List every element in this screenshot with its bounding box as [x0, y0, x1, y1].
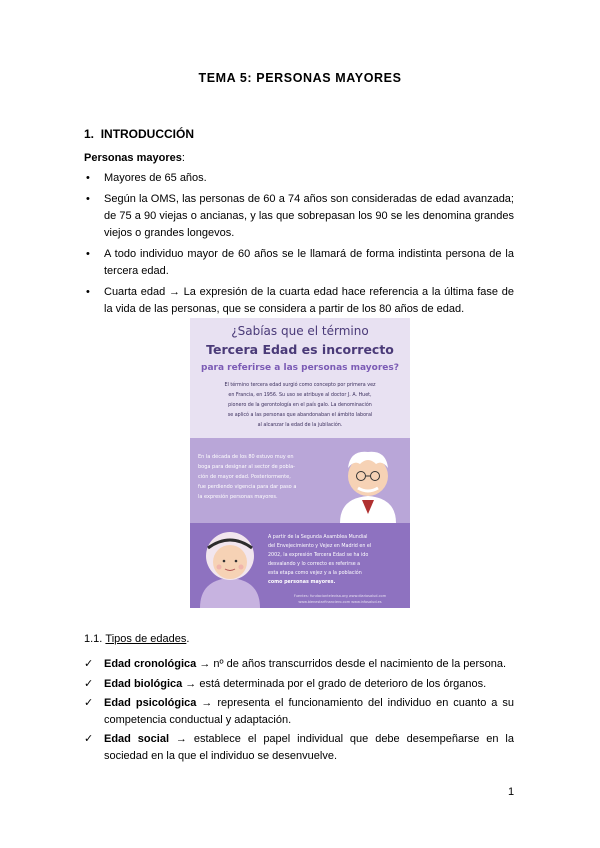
infographic-text-line: El término tercera edad surgió como concepto por primera vez — [224, 383, 376, 388]
subsection-number: 1.1. — [84, 633, 103, 645]
infographic-text-line: desvalando y lo correcto es referirse a — [268, 562, 361, 567]
list-item — [84, 695, 514, 728]
subheading-colon: : — [181, 152, 185, 164]
subsection-heading — [84, 633, 189, 645]
page-title: TEMA 5: PERSONAS MAYORES — [198, 71, 402, 85]
check-mark-icon: ✓ — [84, 677, 94, 690]
infographic-text-line: fue perdiendo vigencia para dar paso a — [198, 484, 297, 490]
item-term: Edad cronológica — [104, 658, 197, 670]
item-text: → representa el funcionamiento del individuo en cuanto a su competencia conductual y adaptación. — [104, 697, 514, 726]
infographic-text-line: al alcanzar la edad de la jubilación. — [257, 423, 343, 428]
infographic-image — [190, 318, 410, 608]
infographic-text-line: boga para designar al sector de pobla- — [198, 464, 295, 470]
item-term: Edad psicológica — [104, 697, 197, 709]
infographic-text-line: en Francia, en 1956. Su uso se atribuye al doctor J. A. Huet, — [228, 393, 372, 398]
check-mark-icon: ✓ — [84, 658, 94, 670]
infographic-text-line: En la década de los 80 estuvo muy en — [198, 454, 294, 460]
section-heading — [84, 127, 194, 141]
list-item: • Cuarta edad → La expresión de la cuarta edad hace referencia a la última fase de la vida de las personas, que se considera a partir de los 80 años de edad. — [84, 284, 514, 318]
section-number: 1. — [84, 127, 95, 141]
item-term: Edad biológica — [104, 677, 183, 690]
subheading-text: Personas mayores — [84, 152, 182, 164]
infographic-text-line: ción de mayor edad. Posteriormente, — [198, 474, 291, 480]
infographic-line1: ¿Sabías que el término — [231, 324, 369, 338]
check-mark-icon: ✓ — [84, 733, 94, 745]
item-text: → está determinada por el grado de deterioro de los órganos. — [182, 677, 487, 690]
infographic-line2: Tercera Edad es incorrecto — [206, 342, 394, 357]
infographic-text-line: del Envejecimiento y Vejez en Madrid en el — [268, 544, 372, 549]
infographic-text-line: pionero de la gerontología en el país galo. La denominación — [228, 403, 372, 408]
list-item: • A todo individuo mayor de 60 años se le llamará de forma indistinta persona de la tercera edad. — [84, 246, 514, 280]
list-item — [84, 731, 514, 764]
check-mark-icon: ✓ — [84, 697, 94, 709]
subsection-title: Tipos de edades — [105, 633, 187, 645]
check-list — [84, 656, 514, 767]
item-text: → nº de años transcurridos desde el nacimiento de la persona. — [196, 658, 507, 670]
list-item — [84, 676, 514, 693]
item-text: → establece el papel individual que debe desempeñarse en la sociedad en la que el individuo se desenvuelve. — [104, 733, 514, 762]
infographic-text-line: como personas mayores. — [268, 580, 336, 585]
page-number: 1 — [508, 786, 515, 798]
bullet-list — [84, 170, 514, 322]
subheading — [84, 152, 185, 164]
subsection-period: . — [186, 633, 190, 645]
infographic-footer-line: Fuentes: fundaciontelevisa.org www.diariosalud.com — [293, 594, 387, 598]
item-term: Edad social — [104, 733, 169, 745]
infographic-text-line: se aplicó a las personas que abandonaban el ámbito laboral — [227, 413, 373, 418]
list-item: • Mayores de 65 años. — [84, 170, 514, 187]
list-item — [84, 656, 514, 673]
infographic-text-line: esta etapa como vejez y a la población — [268, 571, 362, 576]
list-item: • Según la OMS, las personas de 60 a 74 años son consideradas de edad avanzada; de 75 a 90 viejas o ancianas, y las que sobrepasan los 90 se les denomina grandes viejos o grandes longevos. — [84, 191, 514, 242]
infographic-text-line: 2002, la expresión Tercera Edad se ha ido — [268, 553, 369, 558]
infographic-footer-line: www.bienestarfinanciero.com www.infosalud.es — [298, 600, 382, 604]
infographic-line3: para referirse a las personas mayores? — [201, 363, 399, 373]
infographic-text-line: la expresión personas mayores. — [198, 494, 278, 500]
infographic-text-line: A partir de la Segunda Asamblea Mundial — [268, 535, 368, 540]
section-title: INTRODUCCIÓN — [100, 127, 195, 141]
